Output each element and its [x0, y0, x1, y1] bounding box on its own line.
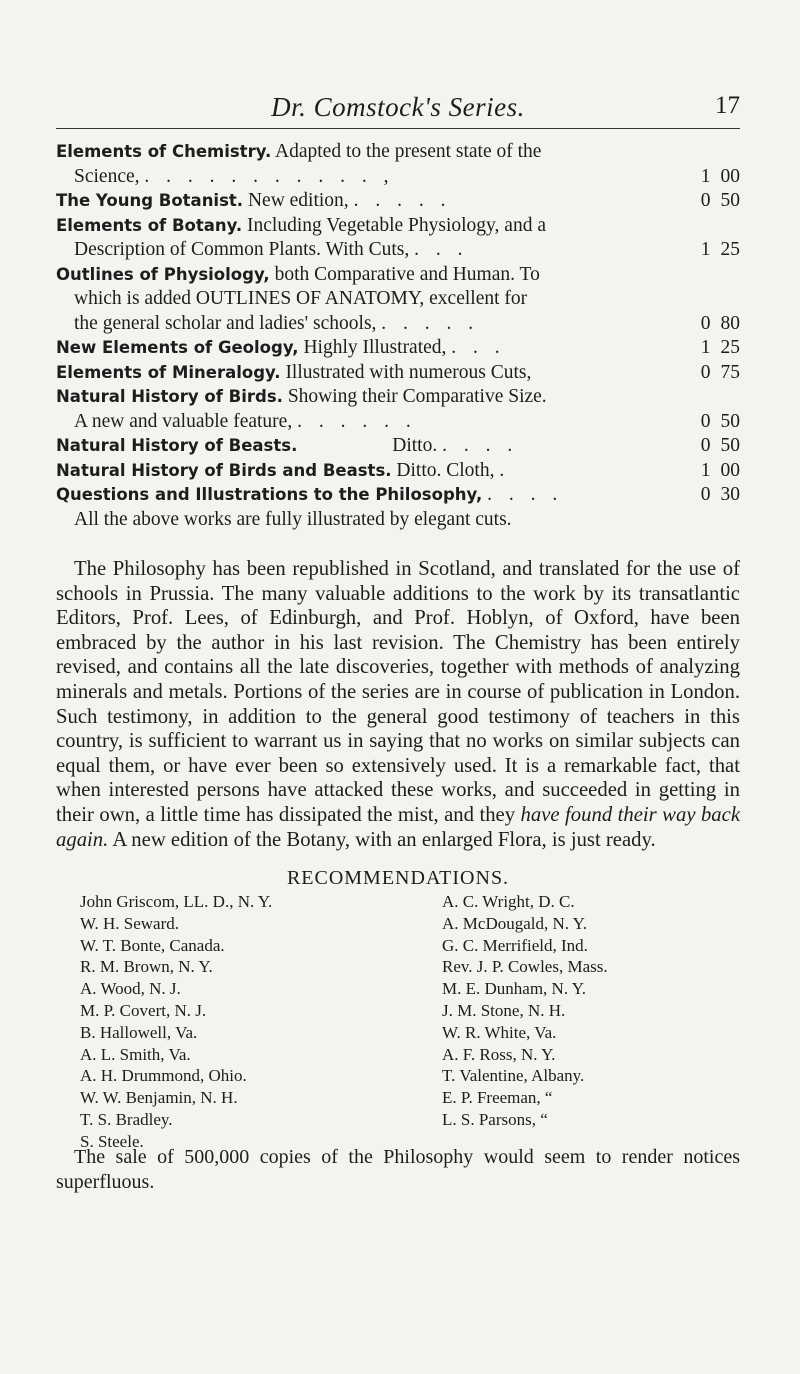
recommendations-column-right [442, 891, 608, 1131]
recommender-name: R. M. Brown, N. Y. [80, 957, 213, 977]
entry-title: Natural History of Beasts. [56, 436, 298, 455]
leader-dots: . [499, 459, 511, 481]
recommender-name: E. P. Freeman, “ [442, 1088, 553, 1108]
price-list-entry [56, 140, 740, 189]
header-rule [56, 128, 740, 129]
entry-price: 0 50 [700, 410, 740, 432]
entry-description: which is added OUTLINES OF ANATOMY, excellent for [74, 288, 528, 309]
recommender-name: W. W. Benjamin, N. H. [80, 1088, 238, 1108]
recommender-name: W. T. Bonte, Canada. [80, 935, 225, 955]
price-list-entry [56, 361, 740, 386]
entry-description: Ditto. Cloth, [396, 459, 495, 481]
recommender-name: A. McDougald, N. Y. [442, 913, 587, 933]
entry-title: Outlines of Physiology, [56, 264, 270, 284]
catalog-note: All the above works are fully illustrated by elegant cuts. [74, 508, 512, 530]
recommender-name: M. P. Covert, N. J. [80, 1000, 207, 1020]
recommender-name: J. M. Stone, N. H. [442, 1000, 566, 1020]
price-list-entry [56, 189, 740, 214]
entry-price: 0 30 [700, 484, 740, 505]
entry-description: both Comparative and Human. To [274, 263, 540, 285]
entry-price: 1 00 [700, 459, 740, 481]
recommender-name: John Griscom, LL. D., N. Y. [80, 892, 273, 911]
recommendations-list [80, 891, 740, 1151]
description-paragraph [56, 557, 740, 852]
entry-price: 1 25 [700, 239, 740, 260]
leader-dots: . . . . . [353, 190, 452, 211]
recommender-name: L. S. Parsons, “ [442, 1109, 548, 1129]
entry-title: Elements of Mineralogy. [56, 362, 281, 382]
recommender-name: B. Hallowell, Va. [80, 1022, 198, 1042]
price-list-entry [56, 214, 740, 263]
entry-price: 1 25 [700, 337, 740, 358]
leader-dots: . . . . . . . . . . . , [144, 165, 395, 187]
price-list-entry [56, 434, 740, 459]
price-list-entry [56, 459, 740, 484]
entry-price: 0 80 [700, 312, 740, 334]
recommender-name: A. L. Smith, Va. [80, 1044, 191, 1064]
recommender-name: T. Valentine, Albany. [442, 1066, 585, 1086]
price-list-entry [56, 263, 740, 337]
recommender-name: W. H. Seward. [80, 913, 179, 933]
paragraph-text: The Philosophy has been republished in Scotland, and translated for the use of schools in Prussia. The many valuable additions to the work by its transatlantic Editors, Prof. Lees, of Edinburgh, and Prof. Hoblyn, of Oxford, have been embraced by the author in his last revision. The Chemistry has been entirely revised, and contains all the late discoveries, together with methods of analyzing minerals and metals. Portions of the series are in course of publication in London. Such testimony, in addition to the general good testimony of teachers in this country, is sufficient to warrant us in saying that no works on similar subjects can equal them, or have ever been so extensively used. It is a remarkable fact, that when interested persons have attacked these works, and succeeded in getting in their own, a little time has dissipated the mist, and they [56, 558, 740, 826]
recommender-name: A. Wood, N. J. [80, 979, 181, 999]
entry-price: 0 75 [700, 361, 740, 383]
entry-title: Elements of Chemistry. [56, 142, 272, 161]
entry-title: The Young Botanist. [56, 191, 244, 210]
entry-description: Description of Common Plants. With Cuts, [74, 239, 410, 260]
entry-description: New edition, [247, 190, 349, 211]
entry-title: Elements of Botany. [56, 215, 243, 235]
recommendations-heading: RECOMMENDATIONS. [286, 867, 510, 889]
page-number: 17 [715, 92, 740, 119]
entry-title: New Elements of Geology, [56, 338, 299, 357]
recommender-name: G. C. Merrifield, Ind. [442, 935, 588, 955]
leader-dots: . . . . . . [297, 410, 417, 432]
recommender-name: W. R. White, Va. [442, 1022, 557, 1042]
entry-title: Natural History of Birds. [56, 387, 283, 406]
recommendations-column-left [80, 891, 272, 1153]
price-list [56, 140, 740, 532]
recommender-name: A. H. Drummond, Ohio. [80, 1066, 247, 1086]
leader-dots: . . . [451, 337, 506, 358]
entry-title: Questions and Illustrations to the Philosophy, [56, 485, 483, 504]
entry-price: 0 50 [700, 435, 740, 456]
price-list-entry [56, 385, 740, 434]
paragraph-text: A new edition of the Botany, with an enlarged Flora, is just ready. [112, 828, 656, 851]
entry-description: Showing their Comparative Size. [287, 386, 547, 407]
leader-dots: . . . [414, 239, 469, 260]
entry-description: Highly Illustrated, [303, 337, 447, 358]
leader-dots: . . . . [487, 484, 564, 505]
leader-dots: . . . . . [381, 312, 480, 334]
paragraph-italic-text: have found their way back again. [56, 803, 741, 851]
entry-description: A new and valuable feature, [74, 410, 293, 432]
recommender-name: A. C. Wright, D. C. [442, 892, 575, 911]
price-list-entry [56, 483, 740, 508]
recommender-name: A. F. Ross, N. Y. [442, 1044, 556, 1064]
entry-title: Natural History of Birds and Beasts. [56, 460, 392, 480]
entry-description: Science, [74, 165, 140, 187]
recommender-name: Rev. J. P. Cowles, Mass. [442, 957, 608, 977]
leader-dots: . . . . [442, 435, 519, 456]
recommender-name: T. S. Bradley. [80, 1109, 173, 1129]
series-title: Dr. Comstock's Series. [271, 92, 525, 122]
entry-price: 0 50 [700, 190, 740, 211]
entry-description: Including Vegetable Physiology, and a [247, 214, 546, 236]
price-list-entry [56, 336, 740, 361]
recommender-name: S. Steele. [80, 1131, 144, 1151]
closing-paragraph: The sale of 500,000 copies of the Philosophy would seem to render notices superfluous. [56, 1146, 740, 1193]
entry-description: Ditto. [392, 435, 438, 456]
recommender-name: M. E. Dunham, N. Y. [442, 979, 587, 999]
entry-description: Illustrated with numerous Cuts, [285, 361, 532, 383]
entry-price: 1 00 [700, 165, 740, 187]
entry-description: the general scholar and ladies' schools, [74, 312, 377, 334]
running-header [56, 92, 740, 124]
entry-description: Adapted to the present state of the [275, 141, 542, 162]
